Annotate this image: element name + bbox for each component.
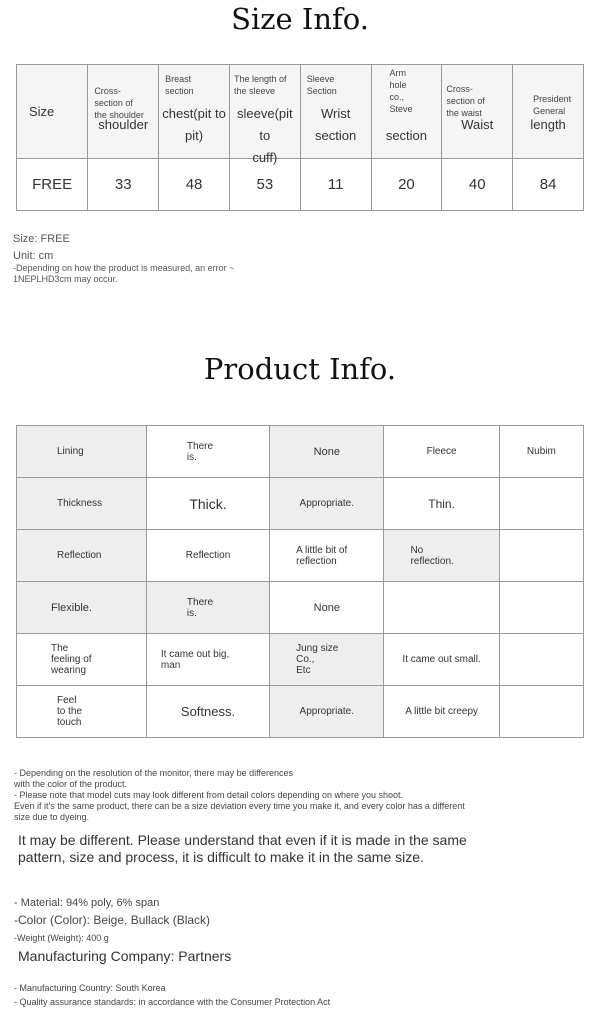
product-info-table — [16, 425, 584, 738]
spec-color: -Color (Color): Beige, Bullack (Black) — [14, 913, 211, 927]
spec-material: - Material: 94% poly, 6% span — [14, 897, 160, 909]
product-cell: Appropriate. — [270, 478, 384, 530]
length-value: 84 — [513, 159, 584, 211]
product-cell-label: Thickness — [17, 478, 147, 530]
product-row-touch — [17, 686, 584, 738]
product-cell: None — [270, 582, 384, 634]
product-row-lining — [17, 426, 584, 478]
note-big-line-2: pattern, size and process, it is difficult to make it in the same size. — [18, 849, 424, 865]
sleeve-header-cell — [229, 65, 300, 165]
armhole-header-cell — [371, 65, 442, 159]
armhole-value: 20 — [371, 159, 442, 211]
sleeve-value: 53 — [229, 159, 300, 211]
size-note: Size: FREE — [13, 233, 70, 245]
size-header-label: Size — [29, 104, 55, 119]
spec-weight: -Weight (Weight): 400 g — [14, 933, 109, 943]
product-cell: Jung size Co., Etc — [270, 634, 384, 686]
chest-header-cell — [159, 65, 230, 159]
product-cell-empty — [499, 530, 583, 582]
size-header-cell — [17, 65, 88, 159]
armhole-header-label: section — [385, 128, 428, 143]
product-cell: It came out small. — [384, 634, 499, 686]
wrist-header-label: Wrist section — [315, 106, 357, 143]
shoulder-header-small: Cross- section of the shoulder — [94, 86, 144, 120]
product-cell: There is. — [146, 426, 269, 478]
product-cell: Fleece — [384, 426, 499, 478]
product-cell: Thick. — [146, 478, 269, 530]
unit-note: Unit: cm — [13, 250, 54, 262]
product-cell-label: Flexible. — [17, 582, 147, 634]
product-info-heading: Product Info. — [203, 352, 397, 386]
product-cell: A little bit of reflection — [270, 530, 384, 582]
product-cell-label: The feeling of wearing — [17, 634, 147, 686]
product-row-reflection — [17, 530, 584, 582]
product-row-feeling — [17, 634, 584, 686]
product-cell-empty — [384, 582, 499, 634]
product-cell: A little bit creepy — [384, 686, 499, 738]
product-cell: It came out big, man — [146, 634, 269, 686]
wrist-value: 11 — [300, 159, 371, 211]
product-cell-empty — [499, 634, 583, 686]
product-cell: Softness. — [146, 686, 269, 738]
product-cell: None — [270, 426, 384, 478]
chest-header-label: chest(pit to pit) — [162, 106, 226, 143]
size-table — [16, 64, 584, 211]
size-value: FREE — [17, 159, 88, 211]
product-cell: There is. — [146, 582, 269, 634]
waist-header-small: Cross- section of the waist — [446, 84, 485, 118]
product-row-thickness — [17, 478, 584, 530]
chest-value: 48 — [159, 159, 230, 211]
length-header-label: length — [530, 117, 566, 132]
waist-header-label: Waist — [461, 117, 494, 132]
product-cell-label: Lining — [17, 426, 147, 478]
note-line-2: with the color of the product. — [14, 779, 128, 789]
shoulder-header-cell — [88, 65, 159, 159]
note-big-line-1: It may be different. Please understand that even if it is made in the same — [18, 832, 467, 848]
wrist-header-small: Sleeve Section — [306, 74, 337, 96]
note-line-5: size due to dyeing. — [14, 812, 90, 822]
note-line-4: Even if it's the same product, there can be a size deviation every time you make it, and every color has a different — [14, 801, 465, 811]
sleeve-header-label: sleeve(pit to cuff) — [237, 106, 293, 165]
length-header-small: President General — [533, 94, 572, 116]
product-cell-empty — [499, 478, 583, 530]
product-cell-empty — [499, 686, 583, 738]
error-note-line1: -Depending on how the product is measured, an error ~ — [13, 263, 235, 273]
shoulder-value: 33 — [88, 159, 159, 211]
note-line-3: - Please note that model cuts may look different from detail colors depending on where you shoot. — [14, 790, 404, 800]
size-info-heading: Size Info. — [231, 2, 369, 36]
sleeve-header-small: The length of the sleeve — [233, 74, 287, 96]
product-cell: Nubim — [499, 426, 583, 478]
shoulder-header-label: shoulder — [98, 117, 149, 132]
product-cell: No reflection. — [384, 530, 499, 582]
product-cell: Thin. — [384, 478, 499, 530]
chest-header-small: Breast section — [165, 74, 194, 96]
length-header-cell — [513, 65, 584, 159]
spec-company: Manufacturing Company: Partners — [18, 948, 232, 964]
wrist-header-cell — [300, 65, 371, 159]
error-note-line2: 1NEPLHD3cm may occur. — [13, 274, 118, 284]
product-cell-empty — [499, 582, 583, 634]
product-cell-label: Reflection — [17, 530, 147, 582]
note-line-1: - Depending on the resolution of the monitor, there may be differences — [14, 768, 294, 778]
product-cell-label: Feel to the touch — [17, 686, 147, 738]
spec-quality: - Quality assurance standards: in accordance with the Consumer Protection Act — [14, 997, 331, 1007]
waist-header-cell — [442, 65, 513, 159]
armhole-header-small: Arm hole co., Steve — [389, 68, 413, 114]
product-cell: Reflection — [146, 530, 269, 582]
waist-value: 40 — [442, 159, 513, 211]
size-table-value-row — [17, 159, 584, 211]
product-row-flexible — [17, 582, 584, 634]
size-table-header-row — [17, 65, 584, 159]
product-cell: Appropriate. — [270, 686, 384, 738]
spec-country: - Manufacturing Country: South Korea — [14, 983, 166, 993]
